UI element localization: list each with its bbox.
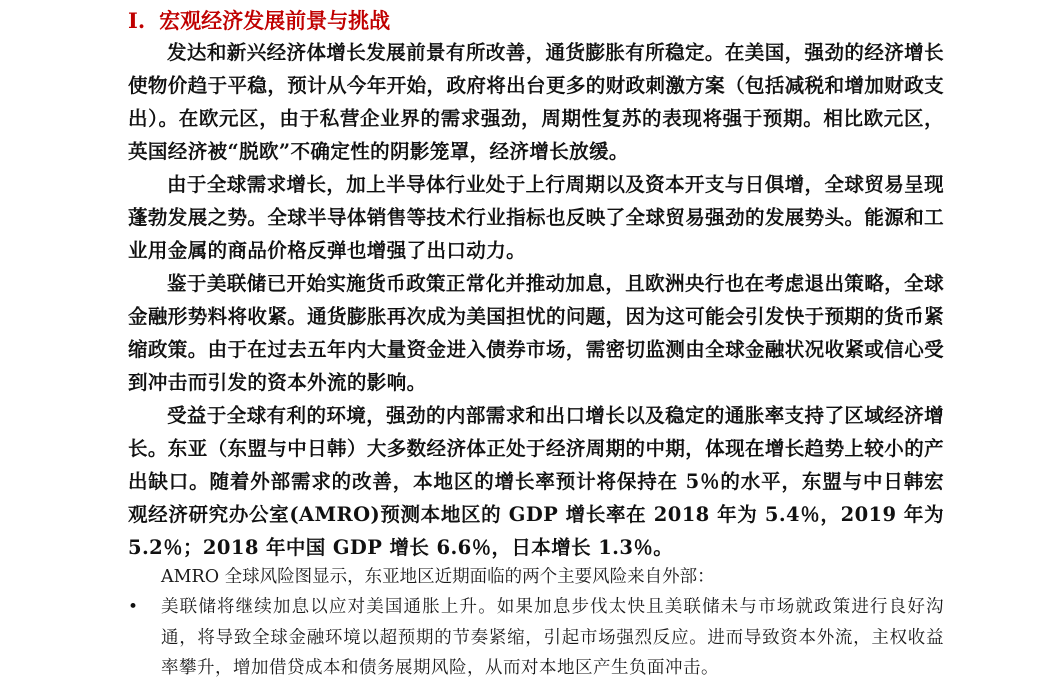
bullet-text: 美联储将继续加息以应对美国通胀上升。如果加息步伐太快且美联储未与市场就政策进行良好沟通，将导致全球金融环境以超预期的节奏紧缩，引起市场强烈反应。进而导致资本外流，主权收益率攀升，增加借贷成本和债务展期风险，从而对本地区产生负面冲击。 — [161, 597, 944, 678]
list-item — [128, 592, 944, 684]
risk-intro: AMRO 全球风险图显示，东亚地区近期面临的两个主要风险来自外部： — [161, 567, 715, 587]
paragraph-trade: 由于全球需求增长，加上半导体行业处于上行周期以及资本开支与日俱增，全球贸易呈现蓬勃发展之势。全球半导体销售等技术行业指标也反映了全球贸易强劲的发展势头。能源和工业用金属的商品价格反弹也增强了出口动力。 — [128, 173, 944, 262]
paragraph-financial-conditions: 鉴于美联储已开始实施货币政策正常化并推动加息，且欧洲央行也在考虑退出策略，全球金融形势料将收紧。通货膨胀再次成为美国担忧的问题，因为这可能会引发快于预期的货币紧缩政策。由于在过去五年内大量资金进入债券市场，需密切监测由全球金融状况收紧或信心受到冲击而引发的资本外流的影响。 — [128, 272, 944, 394]
risk-bullet-list — [128, 592, 944, 684]
paragraph-outlook: 发达和新兴经济体增长发展前景有所改善，通货膨胀有所稳定。在美国，强劲的经济增长使物价趋于平稳，预计从今年开始，政府将出台更多的财政刺激方案（包括减税和增加财政支出）。在欧元区，由于私营企业界的需求强劲，周期性复苏的表现将强于预期。相比欧元区，英国经济被“脱欧”不确定性的阴影笼罩，经济增长放缓。 — [128, 41, 944, 163]
section-title: 宏观经济发展前景与挑战 — [159, 8, 391, 33]
bullet-marker: • — [128, 597, 139, 617]
section-heading — [128, 4, 390, 38]
section-number: I. — [128, 8, 146, 33]
paragraph-regional-growth: 受益于全球有利的环境，强劲的内部需求和出口增长以及稳定的通胀率支持了区域经济增长。东亚（东盟与中日韩）大多数经济体正处于经济周期的中期，体现在增长趋势上较小的产出缺口。随着外部需求的改善，本地区的增长率预计将保持在 5％的水平，东盟与中日韩宏观经济研究办公室(AMRO)预测本地区的 GDP 增长率在 2018 年为 5.4％，2019 年为 5.2％；2018 年中国 GDP 增长 6.6％，日本增长 1.3％。 — [128, 404, 944, 559]
